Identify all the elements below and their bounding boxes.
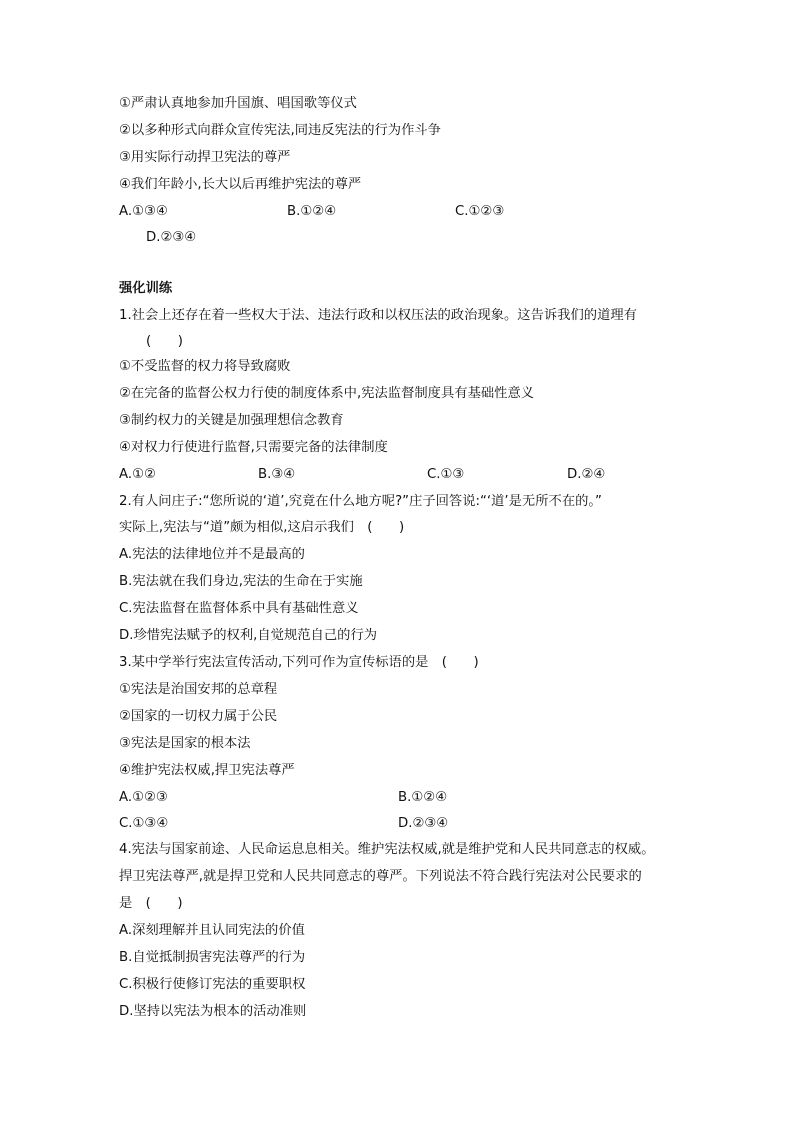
q1-item-2: ②在完备的监督公权力行使的制度体系中,宪法监督制度具有基础性意义 bbox=[119, 386, 535, 401]
q1-option-c: C.①③ bbox=[427, 467, 465, 482]
intro-option-c: C.①②③ bbox=[455, 204, 505, 219]
intro-option-a: A.①③④ bbox=[119, 204, 168, 219]
intro-option-d: D.②③④ bbox=[146, 230, 197, 245]
intro-item-3: ③用实际行动捍卫宪法的尊严 bbox=[119, 150, 291, 165]
q3-option-c: C.①③④ bbox=[119, 816, 169, 831]
q3-option-a: A.①②③ bbox=[119, 790, 168, 805]
q4-option-d: D.坚持以宪法为根本的活动准则 bbox=[119, 1004, 307, 1019]
q2-option-d: D.珍惜宪法赋予的权利,自觉规范自己的行为 bbox=[119, 628, 378, 643]
q1-item-4: ④对权力行使进行监督,只需要完备的法律制度 bbox=[119, 440, 388, 455]
q1-stem-line1: 1.社会上还存在着一些权大于法、违法行政和以权压法的政治现象。这告诉我们的道理有 bbox=[119, 308, 637, 323]
q4-option-b: B.自觉抵制损害宪法尊严的行为 bbox=[119, 950, 306, 965]
q3-item-1: ①宪法是治国安邦的总章程 bbox=[119, 682, 278, 697]
q2-option-c: C.宪法监督在监督体系中具有基础性意义 bbox=[119, 601, 359, 616]
q1-item-3: ③制约权力的关键是加强理想信念教育 bbox=[119, 413, 344, 428]
q4-option-c: C.积极行使修订宪法的重要职权 bbox=[119, 977, 306, 992]
q2-option-a: A.宪法的法律地位并不是最高的 bbox=[119, 547, 305, 562]
q3-stem: 3.某中学举行宪法宣传活动,下列可作为宣传标语的是 ( ) bbox=[119, 655, 479, 670]
intro-item-2: ②以多种形式向群众宣传宪法,同违反宪法的行为作斗争 bbox=[119, 123, 441, 138]
q4-option-a: A.深刻理解并且认同宪法的价值 bbox=[119, 923, 305, 938]
q2-stem-line2: 实际上,宪法与“道”颇为相似,这启示我们 ( ) bbox=[119, 520, 405, 535]
q1-stem-line2: ( ) bbox=[146, 334, 183, 349]
intro-item-4: ④我们年龄小,长大以后再维护宪法的尊严 bbox=[119, 177, 362, 192]
q3-item-4: ④维护宪法权威,捍卫宪法尊严 bbox=[119, 763, 295, 778]
q2-stem-line1: 2.有人问庄子:“您所说的‘道’,究竟在什么地方呢?”庄子回答说:“‘道’是无所不在的。” bbox=[119, 494, 602, 509]
q3-item-3: ③宪法是国家的根本法 bbox=[119, 736, 251, 751]
q4-stem-line3: 是 ( ) bbox=[119, 896, 183, 911]
q2-option-b: B.宪法就在我们身边,宪法的生命在于实施 bbox=[119, 574, 363, 589]
q1-option-d: D.②④ bbox=[567, 467, 606, 482]
q3-option-d: D.②③④ bbox=[398, 816, 449, 831]
q1-option-b: B.③④ bbox=[258, 467, 296, 482]
q1-item-1: ①不受监督的权力将导致腐败 bbox=[119, 359, 291, 374]
q3-item-2: ②国家的一切权力属于公民 bbox=[119, 709, 278, 724]
q1-option-a: A.①② bbox=[119, 467, 156, 482]
intro-item-1: ①严肃认真地参加升国旗、唱国歌等仪式 bbox=[119, 96, 357, 111]
q4-stem-line2: 捍卫宪法尊严,就是捍卫党和人民共同意志的尊严。下列说法不符合践行宪法对公民要求的 bbox=[119, 869, 642, 884]
section-title: 强化训练 bbox=[119, 281, 173, 296]
intro-option-b: B.①②④ bbox=[287, 204, 337, 219]
q4-stem-line1: 4.宪法与国家前途、人民命运息息相关。维护宪法权威,就是维护党和人民共同意志的权威。 bbox=[119, 842, 655, 857]
q3-option-b: B.①②④ bbox=[398, 790, 448, 805]
